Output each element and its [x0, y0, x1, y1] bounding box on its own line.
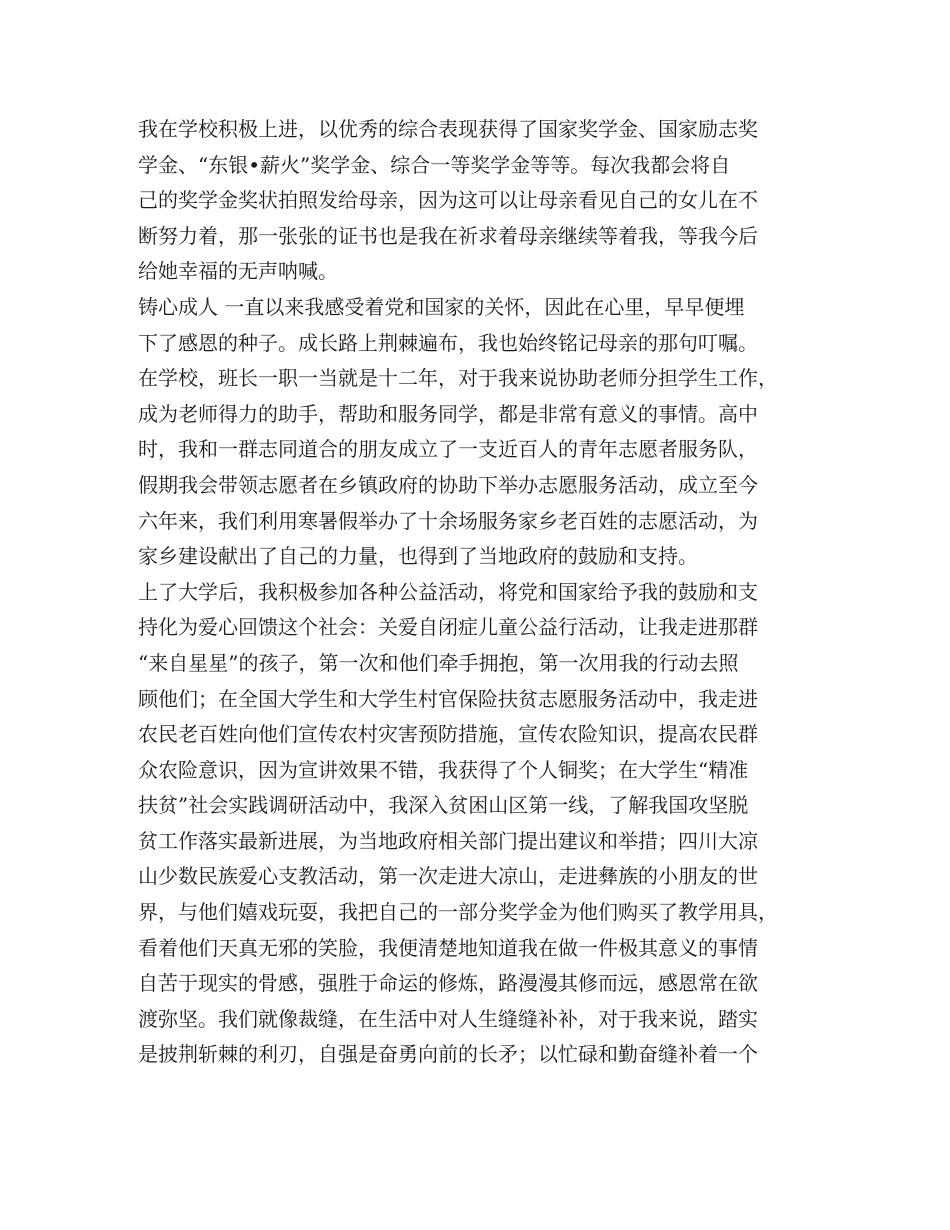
text-line-18: 农民老百姓向他们宣传农村灾害预防措施，宣传农险知识，提高农民群: [138, 722, 758, 747]
text-line-20: 扶贫”社会实践调研活动中，我深入贫困山区第一线，了解我国攻坚脱: [138, 793, 749, 818]
document-body: [138, 112, 838, 1073]
text-line-14: 上了大学后，我积极参加各种公益活动，将党和国家给予我的鼓励和支: [138, 579, 758, 604]
text-line-22: 山少数民族爱心支教活动，第一次走进大凉山，走进彝族的小朋友的世: [138, 864, 758, 889]
text-line-3: 己的奖学金奖状拍照发给母亲，因为这可以让母亲看见自己的女儿在不: [138, 188, 758, 213]
text-line-8: 在学校，班长一职一当就是十二年，对于我来说协助老师分担学生工作，: [138, 366, 778, 391]
text-line-23: 界，与他们嬉戏玩耍，我把自己的一部分奖学金为他们购买了教学用具，: [138, 900, 778, 925]
text-line-25: 自苦于现实的骨感，强胜于命运的修炼，路漫漫其修而远，感恩常在欲: [138, 971, 758, 996]
text-line-1: 我在学校积极上进，以优秀的综合表现获得了国家奖学金、国家励志奖: [138, 117, 758, 141]
text-line-5: 给她幸福的无声呐喊。: [138, 259, 338, 284]
text-line-21: 贫工作落实最新进展，为当地政府相关部门提出建议和举措；四川大凉: [138, 828, 758, 853]
text-line-19: 众农险意识，因为宣讲效果不错，我获得了个人铜奖；在大学生“精准: [138, 757, 749, 782]
text-line-6: 铸心成人 一直以来我感受着党和国家的关怀，因此在心里，早早便埋: [138, 294, 745, 319]
text-line-27: 是披荆斩棘的利刃，自强是奋勇向前的长矛；以忙碌和勤奋缝补着一个: [138, 1042, 758, 1067]
text-line-10: 时，我和一群志同道合的朋友成立了一支近百人的青年志愿者服务队，: [138, 437, 758, 462]
text-line-15: 持化为爱心回馈这个社会：关爱自闭症儿童公益行活动，让我走进那群: [138, 615, 758, 640]
text-line-4: 断努力着，那一张张的证书也是我在祈求着母亲继续等着我，等我今后: [138, 223, 758, 248]
text-line-13: 家乡建设献出了自己的力量，也得到了当地政府的鼓励和支持。: [138, 544, 698, 569]
text-line-26: 渡弥坚。我们就像裁缝，在生活中对人生缝缝补补，对于我来说，踏实: [138, 1006, 758, 1031]
text-line-9: 成为老师得力的助手，帮助和服务同学，都是非常有意义的事情。高中: [138, 401, 758, 426]
text-line-7: 下了感恩的种子。成长路上荆棘遍布，我也始终铭记母亲的那句叮嘱。: [138, 330, 758, 355]
text-line-11: 假期我会带领志愿者在乡镇政府的协助下举办志愿服务活动，成立至今: [138, 472, 758, 497]
text-line-24: 看着他们天真无邪的笑脸，我便清楚地知道我在做一件极其意义的事情: [138, 935, 758, 960]
text-line-17: 顾他们；在全国大学生和大学生村官保险扶贫志愿服务活动中，我走进: [138, 686, 758, 711]
text-line-12: 六年来，我们利用寒暑假举办了十余场服务家乡老百姓的志愿活动，为: [138, 508, 758, 533]
text-line-16: “来自星星”的孩子，第一次和他们牵手拥抱，第一次用我的行动去照: [138, 650, 739, 675]
text-line-2: 学金、“东银•薪火”奖学金、综合一等奖学金等等。每次我都会将自: [138, 152, 731, 177]
